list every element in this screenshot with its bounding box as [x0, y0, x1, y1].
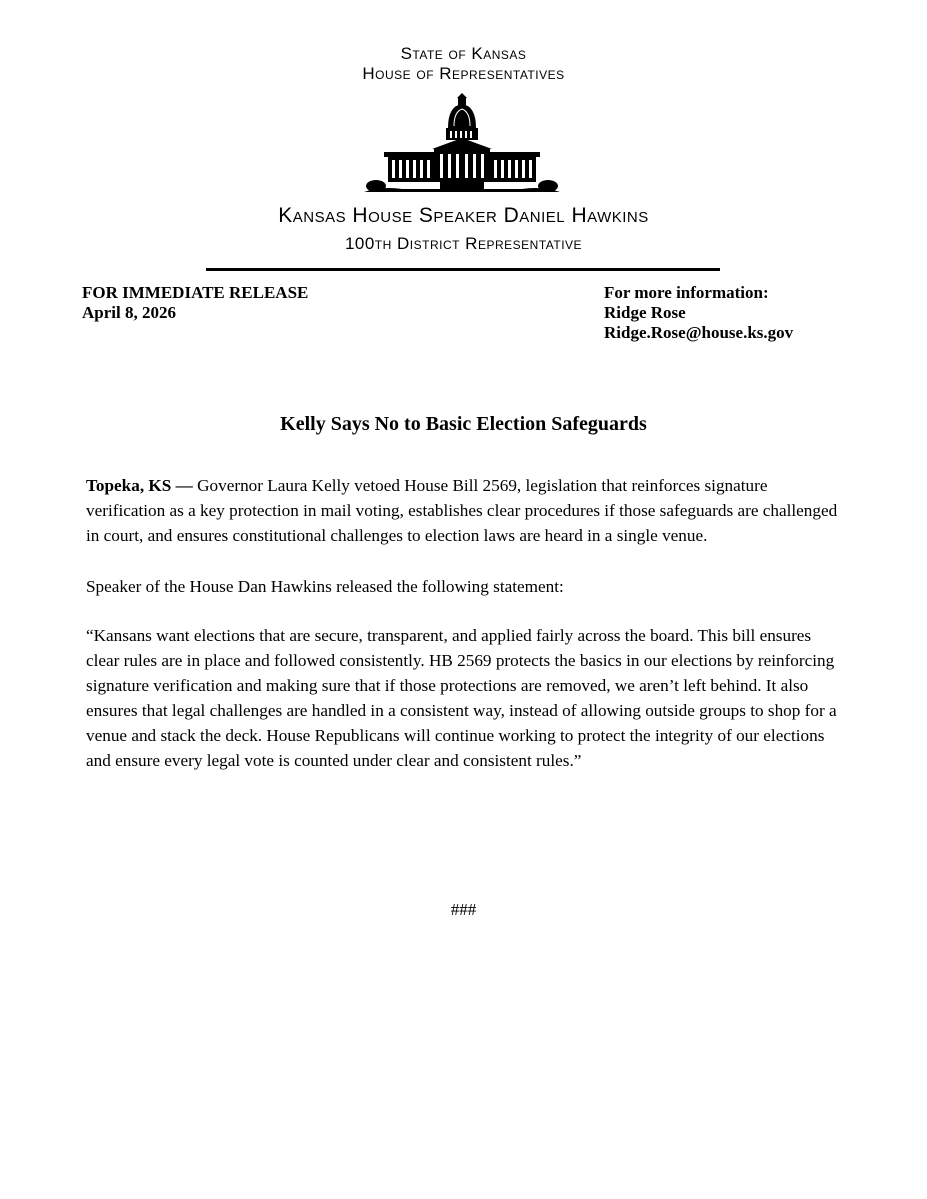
header-divider: [206, 268, 720, 271]
letterhead-chamber: House of Representatives: [362, 64, 565, 83]
contact-email[interactable]: Ridge.Rose@house.ks.gov: [604, 323, 794, 342]
contact-label: For more information:: [604, 283, 769, 302]
dateline: Topeka, KS —: [86, 476, 193, 495]
release-date: April 8, 2026: [82, 303, 176, 322]
contact-name: Ridge Rose: [604, 303, 686, 322]
body-paragraph-1-text: Governor Laura Kelly vetoed House Bill 2569, legislation that reinforces signature verification as a key protection in mail voting, establishes clear procedures if those safeguards are challenged in court, and ensures constitutional challenges to election laws are heard in a single venue.: [86, 476, 838, 545]
letterhead-state: State of Kansas: [400, 44, 527, 63]
body-paragraph-1: [86, 473, 846, 548]
body-paragraph-2: Speaker of the House Dan Hawkins released the following statement:: [86, 577, 564, 596]
release-label: FOR IMMEDIATE RELEASE: [82, 283, 309, 302]
headline: Kelly Says No to Basic Election Safeguards: [280, 413, 647, 435]
contact-info: [604, 283, 793, 343]
capitol-building-logo: [362, 92, 562, 196]
district-title: 100th District Representative: [344, 234, 583, 253]
release-info: [82, 283, 308, 323]
statement-quote: “Kansans want elections that are secure, transparent, and applied fairly across the board. This bill ensures clear rules are in place and followed consistently. HB 2569 protects the basics in our elections by reinforcing signature verification and making sure that if those protections are removed, we aren’t left behind. It also ensures that legal challenges are handled in a consistent way, instead of allowing outside groups to shop for a venue and stack the deck. House Republicans will continue working to protect the integrity of our elections and ensure every legal vote is counted under clear and consistent rules.”: [86, 626, 837, 770]
end-mark: ###: [450, 900, 477, 919]
speaker-name: Kansas House Speaker Daniel Hawkins: [278, 204, 649, 227]
